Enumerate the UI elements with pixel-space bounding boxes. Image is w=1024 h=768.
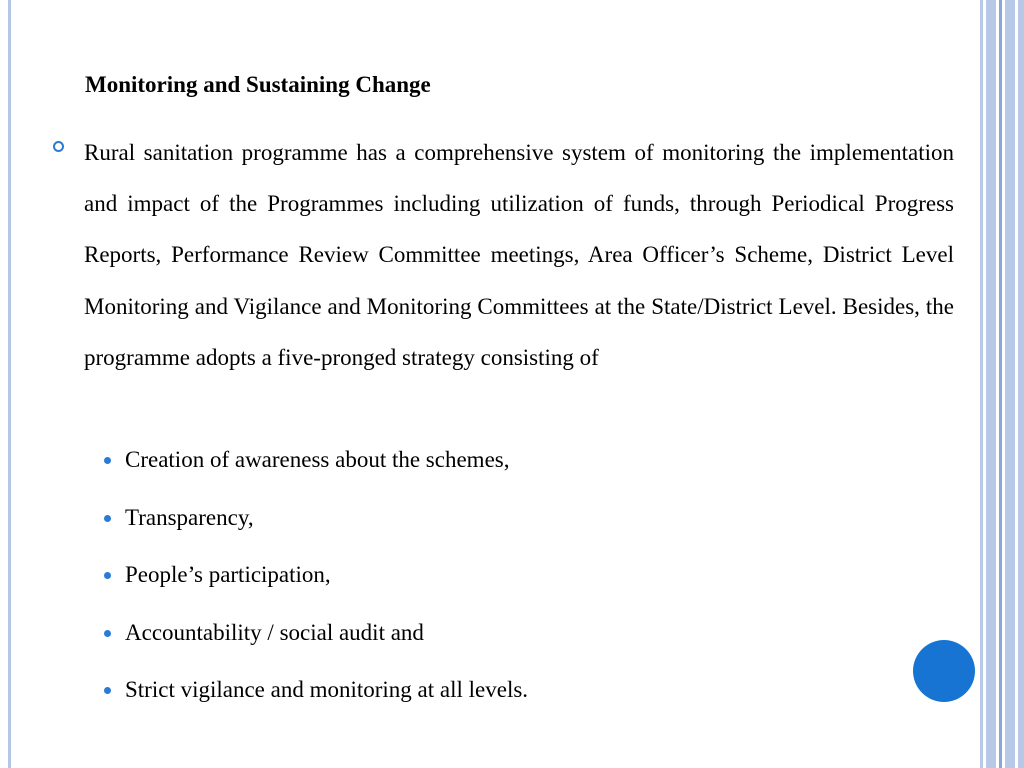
- stripe: [1005, 0, 1015, 768]
- list-item-text: Transparency,: [125, 504, 254, 530]
- decorative-circle: [913, 640, 975, 702]
- bullet-dot-icon: [104, 630, 111, 637]
- bullet-dot-icon: [104, 687, 111, 694]
- list-item-text: Strict vigilance and monitoring at all levels.: [125, 677, 529, 702]
- bullet-dot-icon: [104, 572, 111, 579]
- left-border-rule: [8, 0, 11, 768]
- stripe: [980, 0, 983, 768]
- list-item-text: People’s participation,: [125, 562, 331, 587]
- bullet-dot-icon: [104, 457, 111, 464]
- right-decorative-stripes: [980, 0, 1024, 768]
- list-item-text: Accountability / social audit and: [125, 619, 424, 645]
- ring-bullet-icon: [53, 141, 64, 152]
- list-item-text: Creation of awareness about the schemes,: [125, 447, 510, 472]
- bullet-dot-icon: [104, 515, 111, 522]
- stripe: [986, 0, 996, 768]
- stripe: [1018, 0, 1024, 768]
- slide-heading: Monitoring and Sustaining Change: [85, 72, 431, 97]
- stripe: [999, 0, 1002, 768]
- slide-paragraph: Rural sanitation programme has a comprehensive system of monitoring the implementation and impact of the Programmes including utilization of funds, through Periodical Progress Reports, Performance Review Committee meetings, Area Officer’s Scheme, District Level Monitoring and Vigilance and Monitoring Committees at the State/District Level. Besides, the programme adopts a five-pronged strategy consisting of: [84, 140, 954, 370]
